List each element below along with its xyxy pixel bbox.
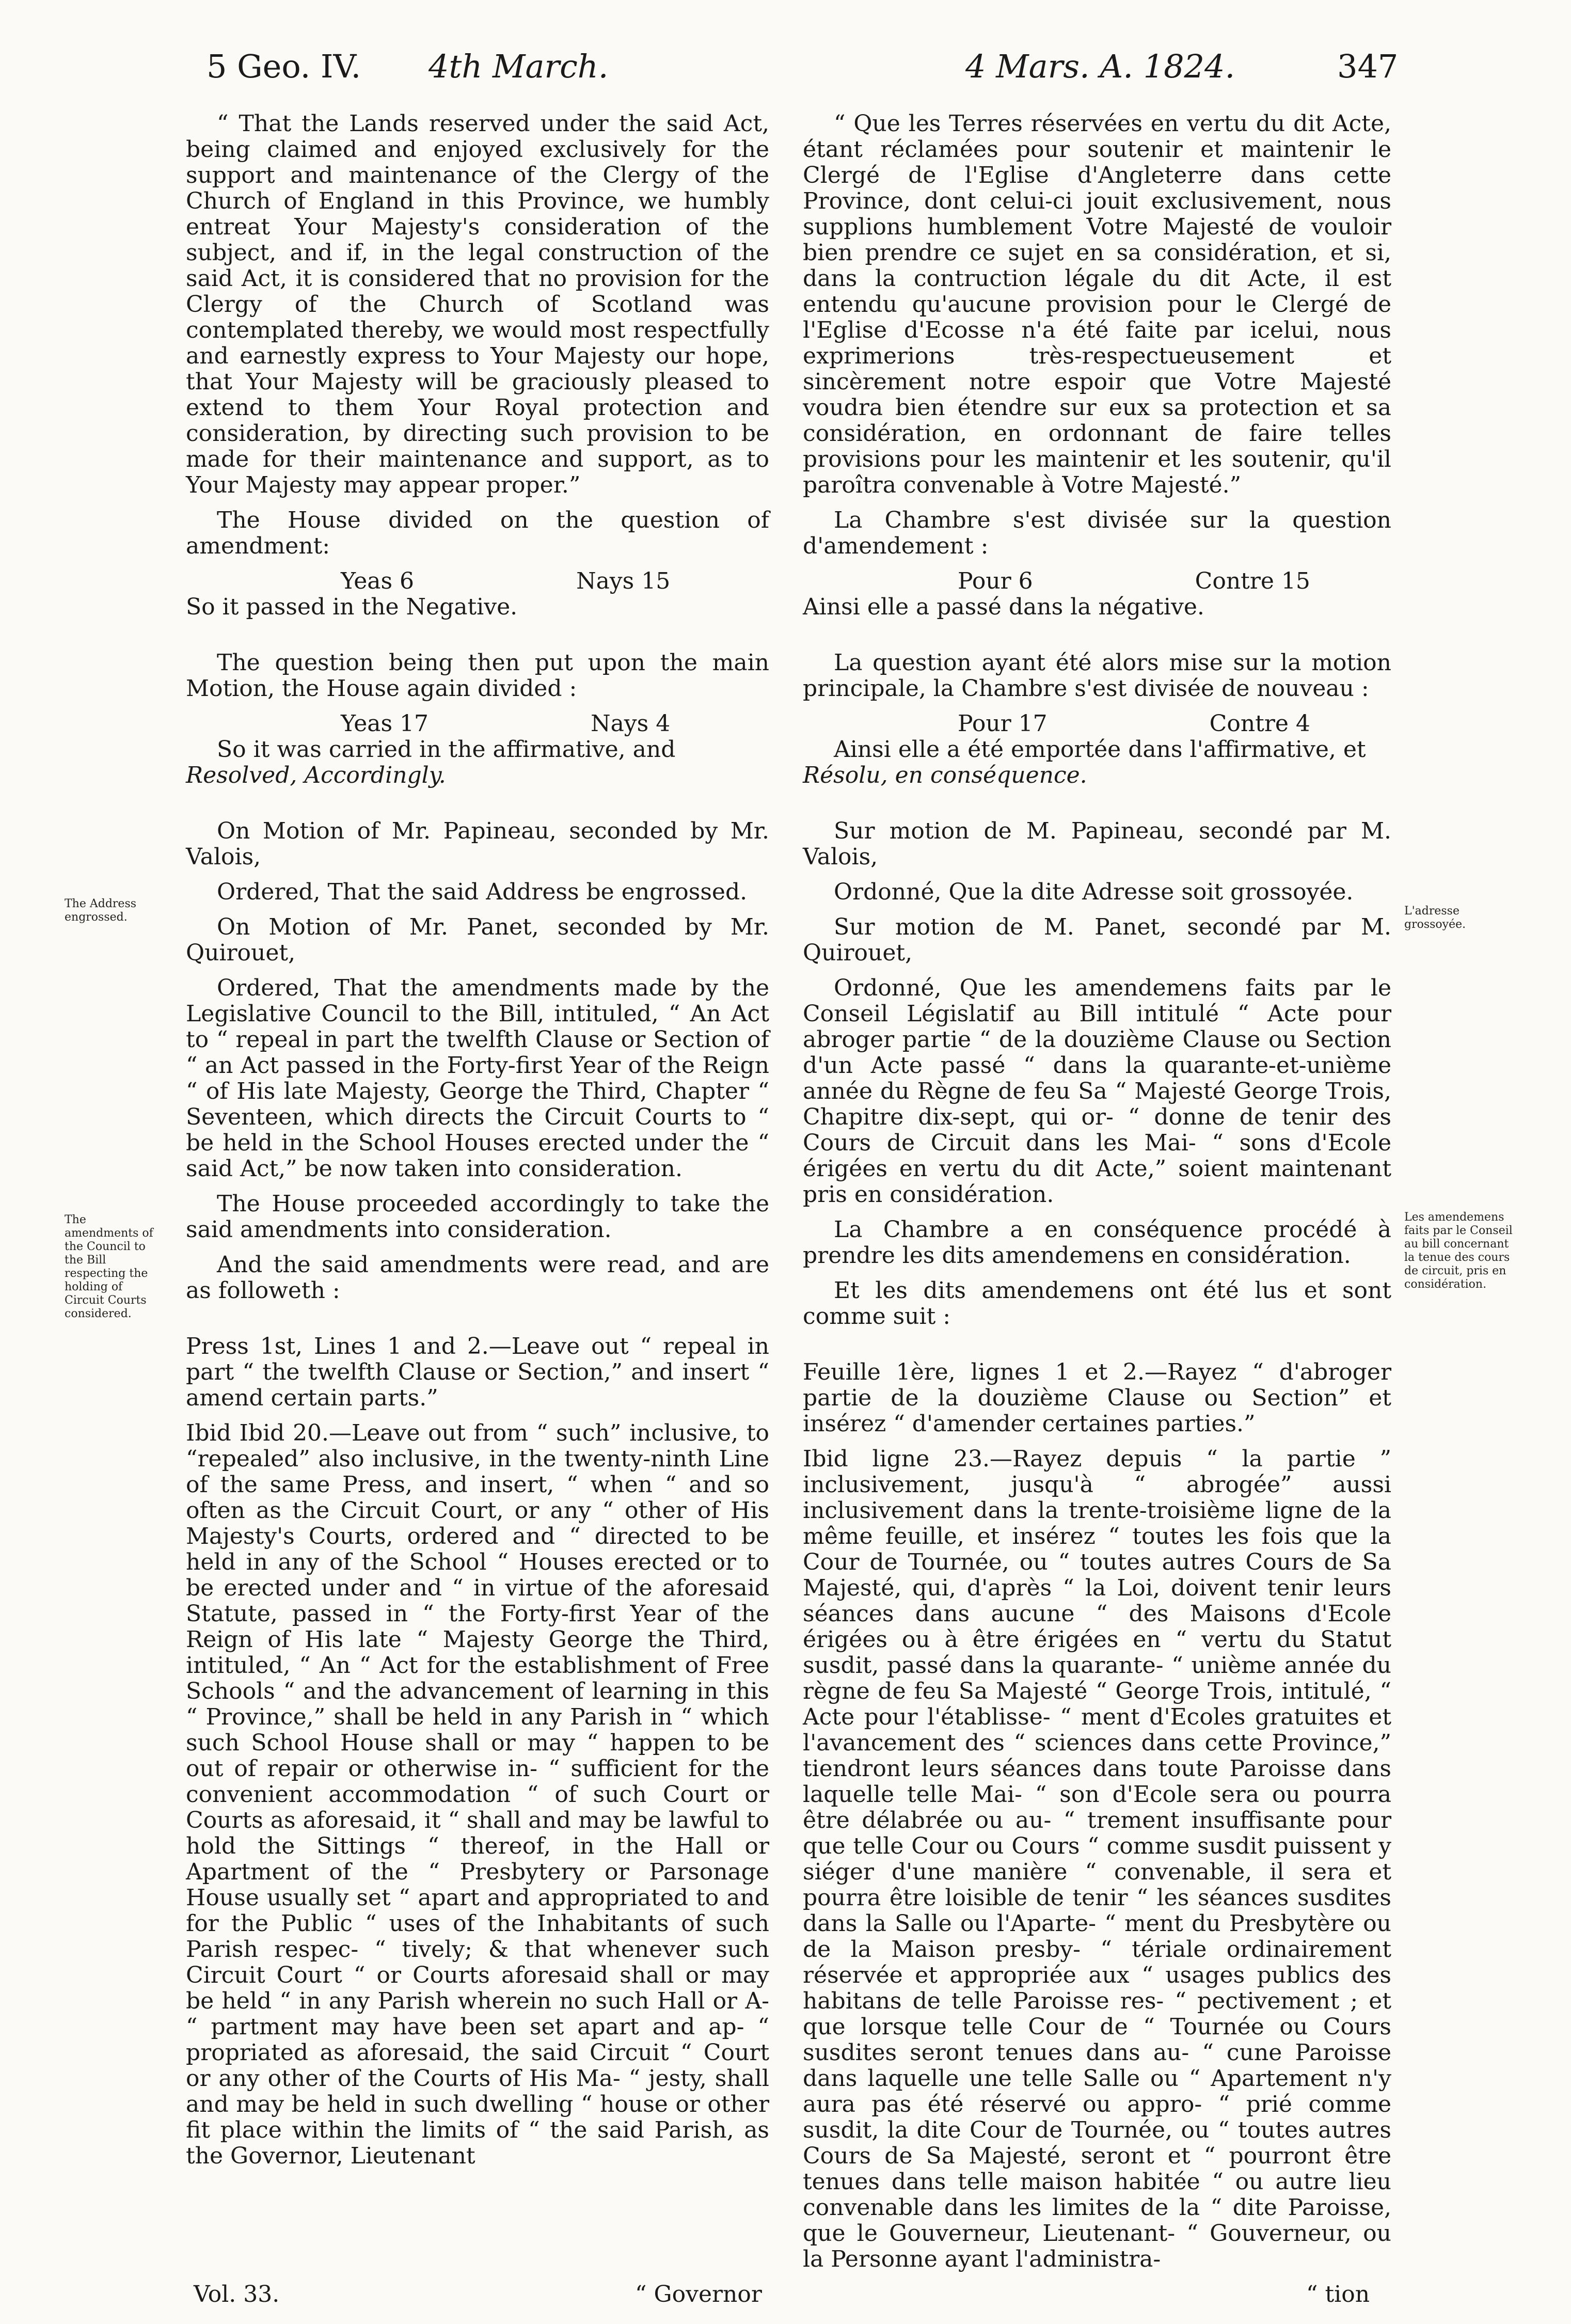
vote-tally-1 bbox=[803, 568, 1391, 594]
vote-tally-2 bbox=[186, 711, 769, 737]
amendments-read: Et les dits amendemens ont été lus et sont comme suit : bbox=[803, 1277, 1391, 1330]
margin-note-adresse-grossoyee: L'adresse grossoyée. bbox=[1404, 905, 1466, 931]
french-column bbox=[803, 111, 1391, 2282]
division-amendment: La Chambre s'est divisée sur la question d'amendement : bbox=[803, 507, 1391, 559]
amendment-1: Press 1st, Lines 1 and 2.—Leave out “ repeal in part “ the twelfth Clause or Section,” and insert “ amend certain parts.” bbox=[186, 1333, 769, 1411]
date-french: 4 Mars. A. 1824. bbox=[965, 48, 1235, 85]
ordered-engrossed: Ordered, That the said Address be engrossed. bbox=[217, 879, 748, 905]
motion-panet: On Motion of Mr. Panet, seconded by Mr. Quirouet, bbox=[186, 914, 769, 966]
main-motion: La question ayant été alors mise sur la motion principale, la Chambre s'est divisée de nouveau : bbox=[803, 650, 1391, 702]
yeas-count: Yeas 17 bbox=[341, 710, 429, 737]
vote-tally-2 bbox=[803, 711, 1391, 737]
nays-count: Nays 15 bbox=[576, 568, 671, 594]
result-affirmative: So it was carried in the affirmative, and bbox=[217, 736, 676, 763]
pour-count: Pour 6 bbox=[958, 568, 1033, 594]
amendment-2: Ibid Ibid 20.—Leave out from “ such” inclusive, to “repealed” also inclusive, in the twenty-ninth Line of the same Press, and insert, “ when “ and so often as the Circuit Court, or any “ other of His Majesty's Courts, ordered and “ directed to be held in any of the School “ Houses erected or to be erected under and “ in virtue of the aforesaid Statute, passed in “ the Forty-first Year of the Reign of His late “ Majesty George the Third, intituled, “ An “ Act for the establishment of Free Schools “ and the advancement of learning in this “ Province,” shall be held in any Parish in “ which such School House shall or may “ happen to be out of repair or otherwise in- “ sufficient for the convenient accommodation “ of such Court or Courts as aforesaid, it “ shall and may be lawful to hold the Sittings “ thereof, in the Hall or Apartment of the “ Presbytery or Parsonage House usually set “ apart and appropriated to and for the Public “ uses of the Inhabitants of such Parish respec- “ tively; & that whenever such Circuit Court “ or Courts aforesaid shall or may be held “ in any Parish wherein no such Hall or A- “ partment may have been set apart and ap- “ propriated as aforesaid, the said Circuit “ Court or any other of the Courts of His Ma- “ jesty, shall and may be held in such dwelling “ house or other fit place within the limits of “ the said Parish, as the Governor, Lieutenant bbox=[186, 1420, 769, 2169]
ordered-amendments: Ordered, That the amendments made by the Legislative Council to the Bill, intituled, “ An Act to “ repeal in part the twelfth Clause or Section of “ an Act passed in the Forty-first Year of the Reign “ of His late Majesty, George the Third, Chapter “ Seventeen, which directs the Circuit Courts to “ be held in the School Houses erected under the “ said Act,” be now taken into consideration. bbox=[186, 975, 769, 1182]
amendment-2: Ibid ligne 23.—Rayez depuis “ la partie ” inclusivement, jusqu'à “ abrogée” aussi inclusivement dans la trente-troisième ligne de la même feuille, et insérez “ toutes les fois que la Cour de Tournée, ou “ toutes autres Cours de Sa Majesté, qui, d'après “ la Loi, doivent tenir leurs séances dans aucune “ des Maisons d'Ecole érigées ou à être érigées en “ vertu du Statut susdit, passé dans la quarante- “ unième année du règne de feu Sa Majesté “ George Trois, intitulé, “ Acte pour l'établisse- “ ment d'Ecoles gratuites et l'avancement des “ sciences dans cette Province,” tiendront leurs séances dans toute Paroisse dans laquelle telle Mai- “ son d'Ecole sera ou pourra être délabrée ou au- “ trement insuffisante pour que telle Cour ou Cours “ comme susdit puissent y siéger d'une manière “ convenable, il sera et pourra être loisible de tenir “ les séances susdites dans la Salle ou l'Aparte- “ ment du Presbytère ou de la Maison presby- “ tériale ordinairement réservée et appropriée aux “ usages publics des habitans de telle Paroisse res- “ pectivement ; et que lorsque telle Cour de “ Tournée ou Cours susdites seront tenues dans au- “ cune Paroisse dans laquelle une telle Salle ou “ Apartement n'y aura pas été réservé ou appro- “ prié comme susdit, la dite Cour de Tournée, ou “ toutes autres Cours de Sa Majesté, seront et “ pourront être tenues dans telle maison habitée “ ou autre lieu convenable dans les limites de la “ dite Paroisse, que le Gouverneur, Lieutenant- “ Gouverneur, ou la Personne ayant l'administra- bbox=[803, 1446, 1391, 2272]
date-english: 4th March. bbox=[429, 48, 609, 85]
contre-count: Contre 4 bbox=[1209, 710, 1310, 737]
margin-note-council-amendments: The amendments of the Council to the Bill respecting the holding of Circuit Courts considered. bbox=[65, 1213, 153, 1320]
address-paragraph: “ That the Lands reserved under the said Act, being claimed and enjoyed exclusively for the support and maintenance of the Clergy of the Church of England in this Province, we humbly entreat Your Majesty's consideration of the subject, and if, in the legal construction of the said Act, it is considered that no provision for the Clergy of the Church of Scotland was contemplated thereby, we would most respectfully and earnestly express to Your Majesty our hope, that Your Majesty will be graciously pleased to extend to them Your Royal protection and consideration, by directing such provision to be made for their maintenance and support, as to Your Majesty may appear proper.” bbox=[186, 110, 769, 498]
motion-papineau: On Motion of Mr. Papineau, seconded by Mr. Valois, bbox=[186, 818, 769, 870]
yeas-count: Yeas 6 bbox=[341, 568, 415, 594]
english-column bbox=[186, 111, 769, 2178]
amendments-read: And the said amendments were read, and are as followeth : bbox=[186, 1252, 769, 1304]
result-negative: Ainsi elle a passé dans la négative. bbox=[803, 594, 1204, 620]
house-proceeded: The House proceeded accordingly to take the said amendments into consideration. bbox=[186, 1191, 769, 1243]
division-amendment: The House divided on the question of amendment: bbox=[186, 507, 769, 559]
ordered-amendments: Ordonné, Que les amendemens faits par le Conseil Législatif au Bill intitulé “ Acte pour abroger partie “ de la douzième Clause ou Section d'un Acte passé “ dans la quarante-et-unième année du Règne de feu Sa “ Majesté George Trois, Chapitre dix-sept, qui or- “ donne de tenir des Cours de Circuit dans les Mai- “ sons d'Ecole érigées en vertu du dit Acte,” soient maintenant pris en considération. bbox=[803, 975, 1391, 1208]
main-motion: The question being then put upon the main Motion, the House again divided : bbox=[186, 650, 769, 702]
amendment-1: Feuille 1ère, lignes 1 et 2.—Rayez “ d'abroger partie de la douzième Clause ou Section” et insérez “ d'amender certaines parties.” bbox=[803, 1359, 1391, 1437]
catchword-english: “ Governor bbox=[635, 2281, 762, 2307]
regnal-year: 5 Geo. IV. bbox=[207, 48, 361, 85]
resolved: Resolved, Accordingly. bbox=[186, 762, 446, 788]
address-paragraph: “ Que les Terres réservées en vertu du dit Acte, étant réclamées pour soutenir et maintenir le Clergé de l'Eglise d'Angleterre dans cette Province, dont celui-ci jouit exclusivement, nous supplions humblement Votre Majesté de vouloir bien prendre ce sujet en sa considération, et si, dans la contruction légale du dit Acte, il est entendu qu'aucune provision pour le Clergé de l'Eglise d'Ecosse n'a été faite par icelui, nous exprimerions très-respectueusement et sincèrement notre espoir que Votre Majesté voudra bien étendre sur eux sa protection et sa considération, en ordonnant de faire telles provisions pour les maintenir et les soutenir, qu'il paroîtra convenable à Votre Majesté.” bbox=[803, 110, 1391, 498]
motion-papineau: Sur motion de M. Papineau, secondé par M. Valois, bbox=[803, 818, 1391, 870]
catchword-french: “ tion bbox=[1306, 2281, 1370, 2307]
page-header bbox=[0, 48, 1571, 89]
vote-tally-1 bbox=[186, 568, 769, 594]
contre-count: Contre 15 bbox=[1195, 568, 1310, 594]
nays-count: Nays 4 bbox=[591, 710, 671, 737]
pour-count: Pour 17 bbox=[958, 710, 1048, 737]
volume-number: Vol. 33. bbox=[194, 2281, 280, 2307]
resolved: Résolu, en conséquence. bbox=[803, 762, 1087, 788]
margin-note-address-engrossed: The Address engrossed. bbox=[65, 897, 137, 924]
result-negative: So it passed in the Negative. bbox=[186, 594, 518, 620]
page-number: 347 bbox=[1337, 48, 1399, 85]
ordered-engrossed: Ordonné, Que la dite Adresse soit grossoyée. bbox=[834, 879, 1354, 905]
motion-panet: Sur motion de M. Panet, secondé par M. Quirouet, bbox=[803, 914, 1391, 966]
house-proceeded: La Chambre a en conséquence procédé à prendre les dits amendemens en considération. bbox=[803, 1216, 1391, 1269]
result-affirmative: Ainsi elle a été emportée dans l'affirmative, et bbox=[834, 736, 1366, 763]
margin-note-amendemens-conseil: Les amendemens faits par le Conseil au bill concernant la tenue des cours de circuit, pris en considération. bbox=[1404, 1211, 1513, 1291]
